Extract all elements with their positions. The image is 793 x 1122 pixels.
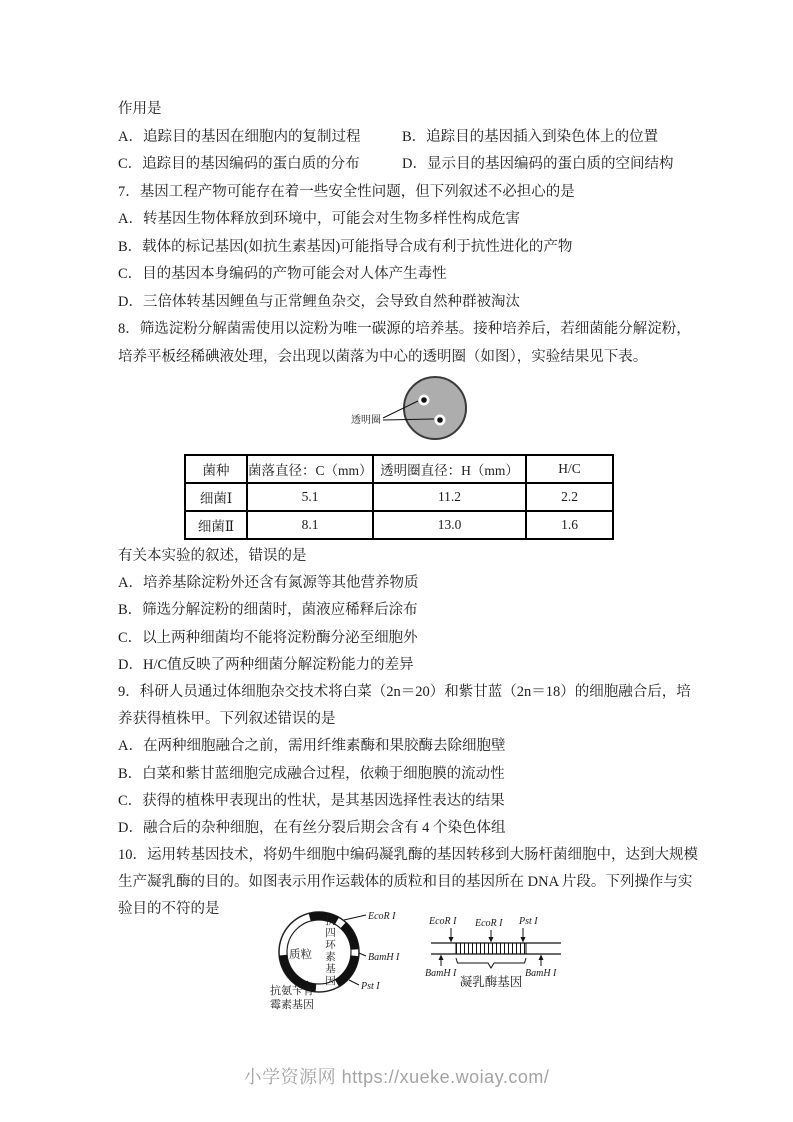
arrowhead-ecor-left	[449, 937, 454, 943]
q10-stem-line2: 生产凝乳酶的目的。如图表示用作运载体的质粒和目的基因所在 DNA 片段。下列操作与实	[118, 874, 693, 891]
clear-zone-label: 透明圈	[351, 415, 381, 426]
arrowhead-bamh-right	[539, 955, 544, 961]
q6-options-row-1	[118, 124, 718, 152]
ampicillin-gene-label: 抗氨苄青霉素基因	[270, 985, 314, 1011]
cell-species-1: 细菌Ⅰ	[185, 483, 247, 511]
text-block-lower	[118, 543, 718, 924]
q6-option-d: D．显示目的基因编码的蛋白质的空间结构	[402, 156, 674, 172]
cell-hc-1: 2.2	[526, 483, 613, 511]
cell-h-1: 11.2	[373, 483, 526, 511]
q7-option-c: C．目的基因本身编码的产物可能会对人体产生毒性	[118, 266, 447, 282]
q10-stem-line1: 10．运用转基因技术，将奶牛细胞中编码凝乳酶的基因转移到大肠杆菌细胞中，达到大规模	[118, 847, 698, 864]
table-row	[185, 483, 613, 511]
col-header-clearzone-diameter: 透明圈直径：H（mm）	[373, 455, 526, 483]
q8-stem-line1: 8．筛选淀粉分解菌需使用以淀粉为唯一碳源的培养基。接种培养后，若细菌能分解淀粉，	[118, 321, 691, 337]
q6-stem-tail: 作用是	[118, 101, 162, 117]
arrowhead-bamh-left	[439, 955, 444, 961]
tetracycline-gene-label: 抗四环素基因	[325, 916, 336, 987]
plasmid-center-label: 质粒	[289, 949, 312, 961]
q8-option-c: C．以上两种细菌均不能将淀粉酶分泌至细胞外	[118, 629, 418, 646]
arrowhead-ecor-mid	[489, 937, 494, 943]
cell-species-2: 细菌Ⅱ	[185, 511, 247, 539]
dna-pst1-label: Pst I	[519, 916, 538, 927]
results-table-wrap	[184, 454, 614, 540]
q9-option-a: A．在两种细胞融合之前，需用纤维素酶和果胶酶去除细胞壁	[118, 738, 506, 755]
q9-stem-line2: 养获得植株甲。下列叙述错误的是	[118, 711, 336, 728]
pst1-leader-line	[349, 980, 359, 985]
dna-ecor1-left-label: EcoR I	[429, 916, 457, 927]
q8-option-a: A．培养基除淀粉外还含有氮源等其他营养物质	[118, 575, 419, 592]
q9-option-d: D．融合后的杂种细胞，在有丝分裂后期会含有 4 个染色体组	[118, 819, 506, 836]
arrowhead-pst	[521, 937, 526, 943]
pst1-site-label: Pst I	[361, 981, 380, 992]
q6-option-c: C．追踪目的基因编码的蛋白质的分布	[118, 156, 360, 172]
colony-dot-2	[437, 417, 443, 423]
cell-c-2: 8.1	[247, 511, 373, 539]
bamh1-leader-line	[359, 953, 366, 956]
q8-followup: 有关本实验的叙述，错误的是	[118, 548, 307, 564]
petri-dish-figure	[336, 371, 516, 451]
colony-dot-1	[421, 397, 427, 403]
q9-stem-line1: 9．科研人员通过体细胞杂交技术将白菜（2n＝20）和紫甘蓝（2n＝18）的细胞融合后，培	[118, 683, 691, 700]
q9-option-c: C．获得的植株甲表现出的性状，是其基因选择性表达的结果	[118, 792, 505, 809]
col-header-species: 菌种	[185, 455, 247, 483]
q7-option-a: A．转基因生物体释放到环境中，可能会对生物多样性构成危害	[118, 211, 520, 227]
q8-stem-line2: 培养平板经稀碘液处理，会出现以菌落为中心的透明圈（如图），实验结果见下表。	[118, 348, 648, 365]
q8-option-b: B．筛选分解淀粉的细菌时，菌液应稀释后涂布	[118, 602, 418, 619]
text-block-upper	[118, 96, 718, 371]
cell-h-2: 13.0	[373, 511, 526, 539]
q7-option-b: B．载体的标记基因(如抗生素基因)可能指导合成有利于抗性进化的产物	[118, 238, 573, 255]
gene-brace	[456, 958, 526, 968]
agar-plate-circle	[404, 377, 466, 439]
q9-option-b: B．白菜和紫甘蓝细胞完成融合过程，依赖于细胞膜的流动性	[118, 765, 505, 782]
footer-watermark: 小学资源网 https://xueke.woiay.com/	[243, 1067, 550, 1087]
q6-options-row-2	[118, 151, 718, 179]
table-header-row	[185, 455, 613, 483]
plasmid-figure	[262, 900, 432, 1030]
gene-hatch-border	[456, 943, 526, 954]
table-row	[185, 511, 613, 539]
cell-c-1: 5.1	[247, 483, 373, 511]
dna-bamh1-right-label: BamH I	[525, 968, 557, 979]
q6-option-a: A．追踪目的基因在细胞内的复制过程	[118, 128, 361, 145]
ecor1-site-label: EcoR I	[368, 911, 396, 922]
dna-fragment-figure	[423, 908, 583, 998]
chymosin-gene-label: 凝乳酶基因	[459, 975, 523, 989]
q7-option-d: D．三倍体转基因鲤鱼与正常鲤鱼杂交，会导致自然种群被淘汰	[118, 293, 520, 310]
dna-ecor1-mid-label: EcoR I	[475, 918, 503, 929]
col-header-colony-diameter: 菌落直径：C（mm）	[247, 455, 373, 483]
dna-bamh1-left-label: BamH I	[425, 968, 457, 979]
bamh1-site-label: BamH I	[368, 952, 400, 963]
cell-hc-2: 1.6	[526, 511, 613, 539]
q7-stem: 7．基因工程产物可能存在着一些安全性问题，但下列叙述不必担心的是	[118, 183, 575, 200]
q8-option-d: D．H/C值反映了两种细菌分解淀粉能力的差异	[118, 656, 414, 673]
col-header-hc: H/C	[526, 455, 613, 483]
q6-option-b: B．追踪目的基因插入到染色体上的位置	[402, 128, 659, 145]
ecor1-leader-line	[344, 915, 366, 920]
dna-fragment-drawing	[423, 908, 583, 998]
petri-dish-drawing	[336, 371, 516, 451]
q10-stem-line3: 验目的不符的是	[118, 901, 220, 918]
results-table	[184, 454, 614, 540]
